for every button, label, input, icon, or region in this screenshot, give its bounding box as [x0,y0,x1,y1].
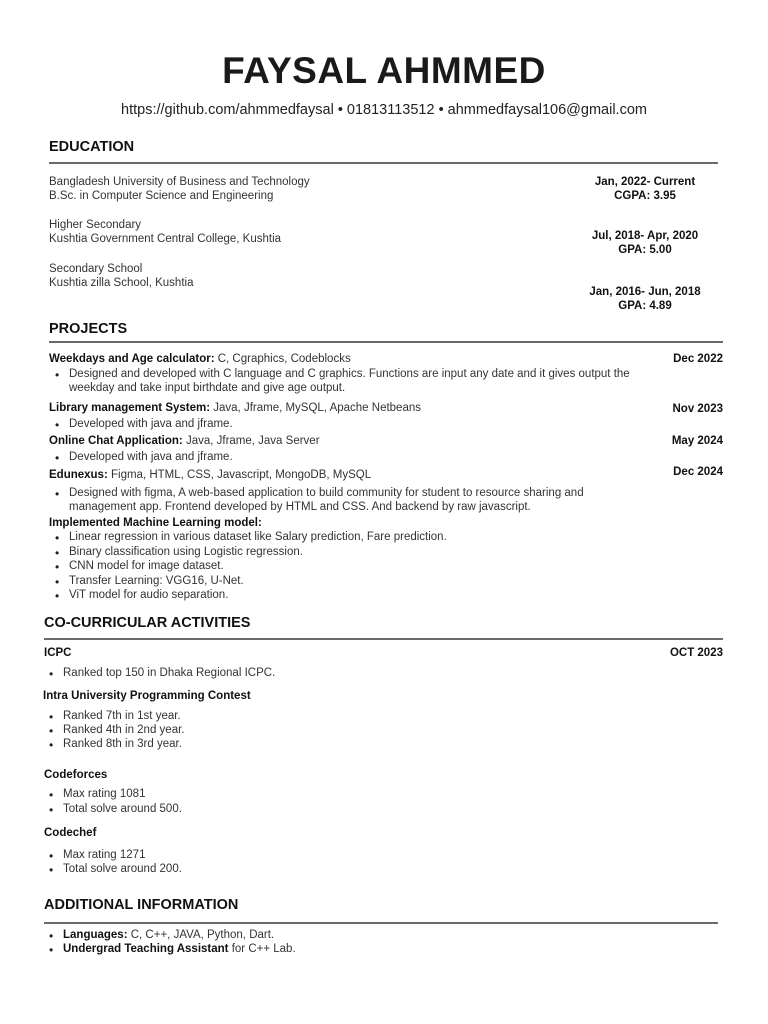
ml-bullet: • Binary classification using Logistic regression. [69,546,303,558]
project-bullet-continuation: management app. Frontend developed by HTML and CSS. And backend by raw javascript. [69,501,531,513]
project-bullet: • Designed with figma, A web-based application to build community for student to resource sharing and [69,487,584,499]
ml-bullet: • CNN model for image dataset. [69,560,224,572]
ml-models-title: Implemented Machine Learning model: [49,517,262,529]
education-institution: Higher Secondary [49,219,142,231]
project-title-line [49,402,421,414]
project-bullet-continuation: weekday and take input birthdate and give age output. [69,382,346,394]
additional-label: Undergrad Teaching Assistant [63,943,229,955]
project-date: May 2024 [671,435,723,447]
activity-title: Codechef [44,827,97,839]
education-score: CGPA: 3.95 [614,190,676,202]
project-tech: Figma, HTML, CSS, Javascript, MongoDB, MySQL [107,469,372,481]
activity-bullet: • Total solve around 200. [63,863,182,875]
education-institution: Bangladesh University of Business and Technology [49,176,310,188]
ml-bullet: • ViT model for audio separation. [69,589,228,601]
project-bullet: • Designed and developed with C language and C graphics. Functions are input any date and it gives output the [69,368,630,380]
additional-text: C, C++, JAVA, Python, Dart. [127,929,275,941]
project-tech: Java, Jframe, MySQL, Apache Netbeans [210,402,421,414]
projects-rule [49,341,723,343]
project-title-line [49,353,351,365]
projects-heading: PROJECTS [49,321,128,337]
additional-item [63,943,296,955]
activity-bullet: • Max rating 1271 [63,849,145,861]
project-title-line [49,469,371,481]
education-date: Jul, 2018- Apr, 2020 [591,230,699,242]
project-bullet: • Developed with java and jframe. [69,451,233,463]
education-date: Jan, 2022- Current [594,176,696,188]
education-score: GPA: 4.89 [618,300,672,312]
project-date: Dec 2022 [673,353,723,365]
additional-item [63,929,274,941]
project-tech: C, Cgraphics, Codeblocks [214,353,351,365]
education-degree: B.Sc. in Computer Science and Engineering [49,190,274,202]
activity-bullet: • Total solve around 500. [63,803,182,815]
education-score: GPA: 5.00 [618,244,672,256]
activity-title: Intra University Programming Contest [43,690,251,702]
project-date: Nov 2023 [672,403,723,415]
project-date: Dec 2024 [673,466,723,478]
activity-bullet: • Ranked top 150 in Dhaka Regional ICPC. [63,667,275,679]
education-rule [49,162,718,164]
education-heading: EDUCATION [49,139,135,155]
additional-text: for C++ Lab. [228,943,296,955]
resume-name: FAYSAL AHMMED [222,50,546,91]
project-bullet: • Developed with java and jframe. [69,418,233,430]
activity-title: Codeforces [44,769,108,781]
additional-rule [44,922,718,924]
project-name: Library management System: [49,402,211,414]
activity-date: OCT 2023 [669,647,723,659]
education-degree: Kushtia Government Central College, Kushtia [49,233,282,245]
contact-line: https://github.com/ahmmedfaysal • 01813113512 • ahmmedfaysal106@gmail.com [121,102,647,118]
activity-title: ICPC [44,647,72,659]
education-degree: Kushtia zilla School, Kushtia [49,277,194,289]
activity-bullet: • Ranked 7th in 1st year. [63,710,181,722]
project-name: Edunexus: [49,469,108,481]
cocurricular-heading: CO-CURRICULAR ACTIVITIES [44,615,251,631]
activity-bullet: • Ranked 4th in 2nd year. [63,724,184,736]
ml-bullet: • Linear regression in various dataset like Salary prediction, Fare prediction. [69,531,447,543]
cocurricular-rule [44,638,723,640]
activity-bullet: • Ranked 8th in 3rd year. [63,738,182,750]
project-name: Online Chat Application: [49,435,183,447]
additional-label: Languages: [63,929,128,941]
activity-bullet: • Max rating 1081 [63,788,145,800]
project-name: Weekdays and Age calculator: [49,353,215,365]
ml-bullet: • Transfer Learning: VGG16, U-Net. [69,575,244,587]
additional-heading: ADDITIONAL INFORMATION [44,897,239,913]
project-title-line [49,435,320,447]
education-date: Jan, 2016- Jun, 2018 [589,286,701,298]
education-institution: Secondary School [49,263,143,275]
project-tech: Java, Jframe, Java Server [182,435,320,447]
